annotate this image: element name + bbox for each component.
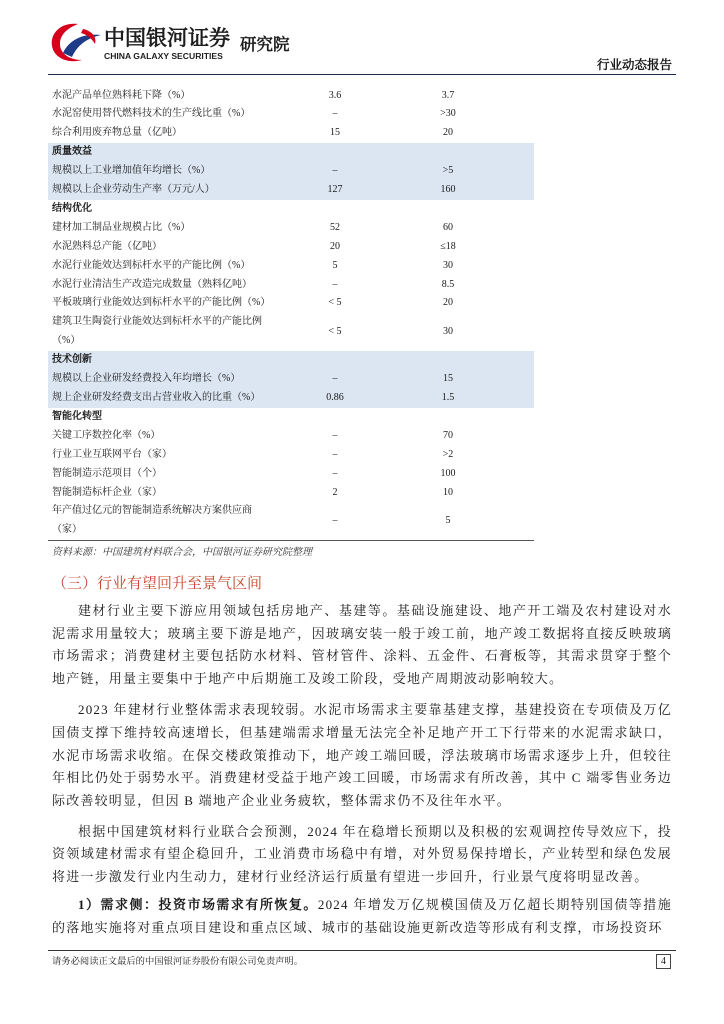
value-col-1: 5 [332, 259, 338, 271]
value-col-2: 3.7 [441, 89, 455, 101]
body-paragraph: 根据中国建筑材料行业联合会预测，2024 年在稳增长预期以及积极的宏观调控传导效应下，投资领域建材需求有望企稳回升，工业消费市场稳中有增，对外贸易保持增长，产业转型和绿色发展将进一步激发行业内生动力，建材行业经济运行质量有望进一步回升，行业景气度将明显改善。 [52, 823, 672, 885]
indicator-label: 智能制造标杆企业（家） [52, 486, 162, 498]
value-col-2: ≤18 [440, 240, 456, 252]
indicator-label: 平板玻璃行业能效达到标杆水平的产能比例（%） [52, 297, 271, 309]
table-section-row [48, 143, 534, 162]
indicator-label: 规模以上工业增加值年均增长（%） [48, 162, 280, 181]
value-col-1: 3.6 [328, 89, 342, 101]
value-col-2: 15 [390, 370, 534, 389]
table-row [48, 162, 534, 181]
value-col-2: 100 [440, 467, 456, 479]
value-col-2: 5 [390, 502, 534, 540]
value-col-2 [390, 200, 534, 219]
paragraph-lead-text: 2024 年增发万亿规模国债及万亿超长期特别国债等措施的落地实施将对重点项目建设和重点区域、城市的基础设施更新改造等形成有利支撑，市场投资环 [52, 896, 672, 935]
table-row [48, 294, 534, 313]
table-row [48, 427, 534, 446]
indicator-label: 年产值过亿元的智能制造系统解决方案供应商（家） [48, 502, 280, 540]
value-col-2: 20 [443, 127, 453, 139]
value-col-2 [390, 351, 534, 370]
value-col-1: – [332, 278, 338, 290]
section-label: 技术创新 [48, 351, 280, 370]
value-col-2 [390, 408, 534, 427]
value-col-2: >2 [442, 448, 454, 460]
indicator-label: 水泥行业能效达到标杆水平的产能比例（%） [52, 259, 251, 271]
indicator-label: 水泥行业清洁生产改造完成数量（熟料亿吨） [52, 278, 252, 290]
logo-navy-swoosh [63, 35, 101, 57]
value-col-2: 70 [443, 429, 453, 441]
body-paragraph [52, 894, 672, 939]
value-col-1 [280, 408, 390, 427]
value-col-1: 0.86 [280, 389, 390, 408]
value-col-2: 8.5 [441, 278, 455, 290]
table-row [48, 87, 534, 106]
body-paragraph: 2023 年建材行业整体需求表现较弱。水泥市场需求主要靠基建支撑，基建投资在专项债及万亿国债支撑下维持较高速增长，但基建端需求增量无法完全补足地产开工下行带来的水泥需求缺口，水泥市场需求收缩。在保交楼政策推动下，地产竣工端回暖，浮法玻璃市场需求逐步上升，但较往年相比仍处于弱势水平。消费建材受益于地产竣工回暖，市场需求有所改善，其中 C 端零售业务边际改善较明显，但因 B 端地产企业业务疲软，整体需求仍不及往年水平。 [52, 702, 672, 808]
indicator-label: 智能制造示范项目（个） [52, 467, 162, 479]
table-row [48, 257, 534, 276]
section-label: 结构优化 [52, 202, 92, 214]
section-label: 智能化转型 [52, 410, 102, 422]
indicator-label: 水泥熟料总产能（亿吨） [52, 240, 162, 252]
value-col-1: – [332, 467, 338, 479]
indicator-label: 综合利用废弃物总量（亿吨） [52, 127, 182, 139]
table-row [48, 313, 534, 351]
value-col-2: >5 [390, 162, 534, 181]
table-section-row [48, 200, 534, 219]
table-row [48, 502, 534, 540]
table-row [48, 446, 534, 465]
indicator-label: 建材加工制品业规模占比（%） [52, 221, 191, 233]
value-col-2: 10 [443, 486, 453, 498]
value-col-1: < 5 [328, 325, 342, 337]
page-number: 4 [656, 954, 671, 969]
value-col-1: – [332, 108, 338, 120]
indicator-label: 水泥产品单位熟料耗下降（%） [52, 89, 191, 101]
value-col-2 [390, 143, 534, 162]
value-col-2: 1.5 [390, 389, 534, 408]
indicator-table-body [48, 87, 534, 541]
value-col-2: 60 [443, 221, 453, 233]
table-section-row [48, 408, 534, 427]
indicator-label: 行业工业互联网平台（家） [52, 448, 172, 460]
value-col-2: 30 [443, 259, 453, 271]
table-row [48, 219, 534, 238]
table-row [48, 465, 534, 484]
indicator-label: 规模以上企业研发经费投入年均增长（%） [48, 370, 280, 389]
value-col-1: – [332, 429, 338, 441]
table-section-row [48, 351, 534, 370]
table-row [48, 238, 534, 257]
table-row [48, 181, 534, 200]
indicator-label: 规模以上企业劳动生产率（万元/人） [48, 181, 280, 200]
footer-divider [48, 950, 676, 951]
indicator-label: 规上企业研发经费支出占营业收入的比重（%） [48, 389, 280, 408]
table-row [48, 276, 534, 295]
value-col-1: 127 [280, 181, 390, 200]
value-col-1: – [280, 370, 390, 389]
value-col-1 [280, 200, 390, 219]
value-col-2: 20 [443, 297, 453, 309]
table-source-note: 资料来源：中国建筑材料联合会，中国银河证券研究院整理 [52, 547, 312, 558]
table-row [48, 484, 534, 503]
value-col-1: – [280, 502, 390, 540]
logo-name-en: CHINA GALAXY SECURITIES [104, 51, 223, 61]
value-col-1 [280, 143, 390, 162]
value-col-1 [280, 351, 390, 370]
institute-label: 研究院 [240, 36, 290, 54]
indicator-label: 建筑卫生陶瓷行业能效达到标杆水平的产能比例（%） [52, 316, 262, 347]
value-col-1: – [332, 448, 338, 460]
section-body [52, 600, 672, 939]
value-col-1: 2 [332, 486, 338, 498]
section-label: 质量效益 [48, 143, 280, 162]
value-col-2: 30 [443, 325, 453, 337]
value-col-1: < 5 [328, 297, 342, 309]
indicator-label: 水泥窑使用替代燃料技术的生产线比重（%） [52, 108, 251, 120]
paragraph-lead-bold: 1）需求侧：投资市场需求有所恢复。 [78, 896, 318, 912]
footer-disclaimer: 请务必阅读正文最后的中国银河证券股份有限公司免责声明。 [52, 957, 304, 967]
section-heading: （三）行业有望回升至景气区间 [52, 576, 263, 592]
logo-name-cn: 中国银河证券 [104, 27, 230, 50]
body-paragraph: 建材行业主要下游应用领域包括房地产、基建等。基础设施建设、地产开工端及农村建设对水泥需求用量较大；玻璃主要下游是地产，因玻璃安装一般于竣工前，地产竣工数据将直接反映玻璃市场需求；消费建材主要包括防水材料、管材管件、涂料、五金件、石膏板等，其需求贯穿于整个地产链，用量主要集中于地产中后期施工及竣工阶段，受地产周期波动影响较大。 [52, 603, 672, 686]
table-row [48, 105, 534, 124]
table-row [48, 370, 534, 389]
value-col-1: 52 [330, 221, 340, 233]
value-col-2: 160 [390, 181, 534, 200]
report-type-label: 行业动态报告 [596, 58, 672, 72]
table-row [48, 389, 534, 408]
table-row [48, 124, 534, 143]
indicator-table [48, 87, 534, 542]
header-divider [48, 74, 676, 75]
galaxy-logo-icon [48, 22, 102, 64]
value-col-1: 20 [330, 240, 340, 252]
value-col-1: – [280, 162, 390, 181]
indicator-label: 关键工序数控化率（%） [52, 429, 161, 441]
value-col-2: >30 [440, 108, 456, 120]
value-col-1: 15 [330, 127, 340, 139]
